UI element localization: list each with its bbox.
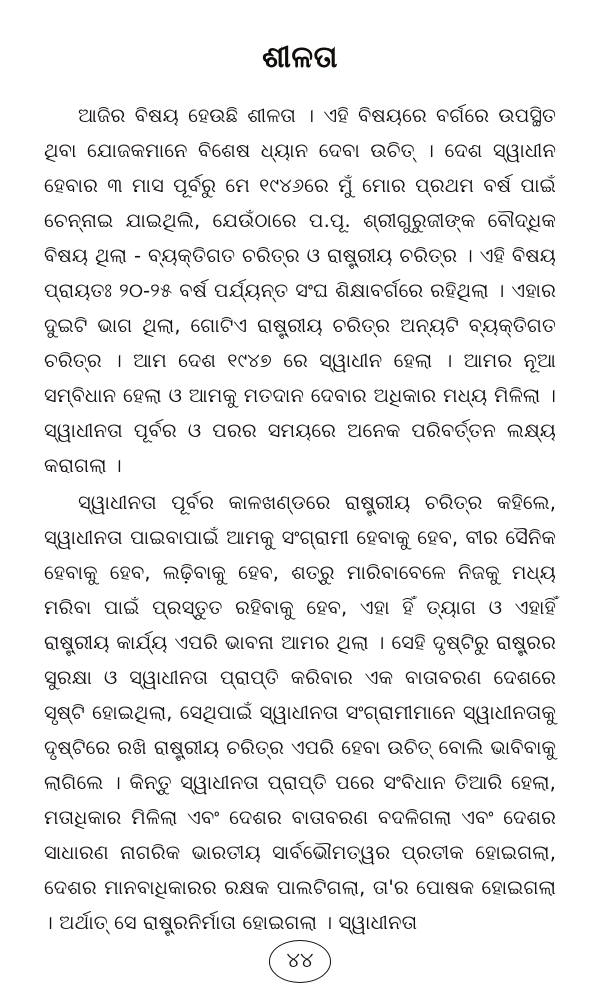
page-footer: [44, 940, 556, 991]
page-title: ଶୀଳତା: [262, 40, 338, 75]
paragraph: ସ୍ୱାଧୀନତା ପୂର୍ବର କାଳଖଣ୍ଡରେ ରାଷ୍ଟ୍ରୀୟ ଚରିତ୍ର କହିଲେ, ସ୍ୱାଧୀନତା ପାଇବାପାଇଁ ଆମକୁ ସଂଗ୍ରାମୀ ହେବାକୁ ହେବ, ବୀର ସୈନିକ ହେବାକୁ ହେବ, ଲଢ଼ିବାକୁ ହେବ, ଶତ୍ରୁ ମାରିବାବେଳେ ନିଜକୁ ମଧ୍ୟ ମରିବା ପାଇଁ ପ୍ରସ୍ତୁତ ରହିବାକୁ ହେବ, ଏହା ହିଁ ତ୍ୟାଗ ଓ ଏହାହିଁ ରାଷ୍ଟ୍ରୀୟ କାର୍ଯ୍ୟ ଏପରି ଭାବନା ଆମର ଥିଲା । ସେହି ଦୃଷ୍ଟିରୁ ରାଷ୍ଟ୍ରର ସୁରକ୍ଷା ଓ ସ୍ୱାଧୀନତା ପ୍ରାପ୍ତି କରିବାର ଏକ ବାତାବରଣ ଦେଶରେ ସୃଷ୍ଟି ହୋଇଥିଲା, ସେଥିପାଇଁ ସ୍ୱାଧୀନତା ସଂଗ୍ରାମୀମାନେ ସ୍ୱାଧୀନତାକୁ ଦୃଷ୍ଟିରେ ରଖି ରାଷ୍ଟ୍ରୀୟ ଚରିତ୍ର ଏପରି ହେବା ଉଚିତ୍ ବୋଲି ଭାବିବାକୁ ଲାଗିଲେ । କିନ୍ତୁ ସ୍ୱାଧୀନତା ପ୍ରାପ୍ତି ପରେ ସଂବିଧାନ ତିଆରି ହେଲା, ମତାଧିକାର ମିଳିଲା ଏବଂ ଦେଶର ବାତାବରଣ ବଦଳିଗଲା ଏବଂ ଦେଶର ସାଧାରଣ ନାଗରିକ ଭାରତୀୟ ସାର୍ବଭୌମତ୍ୱର ପ୍ରତୀକ ହୋଇଗଲା, ଦେଶର ମାନବାଧିକାରର ରକ୍ଷକ ପାଲଟିଗଲା, ତା'ର ପୋଷକ ହୋଇଗଲା । ଅର୍ଥାତ୍ ସେ ରାଷ୍ଟ୍ରନିର୍ମାତା ହୋଇଗଲା । ସ୍ୱାଧୀନତା: [44, 491, 556, 934]
body-text: [44, 98, 556, 940]
paragraph: ଆଜିର ବିଷୟ ହେଉଛି ଶୀଳତା । ଏହି ବିଷୟରେ ବର୍ଗରେ ଉପସ୍ଥିତ ଥିବା ଯୋଜକମାନେ ବିଶେଷ ଧ୍ୟାନ ଦେବା ଉଚିତ୍ । ଦେଶ ସ୍ୱାଧୀନ ହେବାର ୩ ମାସ ପୂର୍ବରୁ ମେ ୧୯୪୬ରେ ମୁଁ ମୋର ପ୍ରଥମ ବର୍ଷ ପାଇଁ ଚେନ୍ନାଇ ଯାଇଥିଲି, ଯେଉଁଠାରେ ପ.ପୂ. ଶ୍ରୀଗୁରୁଜୀଙ୍କ ବୌଦ୍ଧିକ ବିଷୟ ଥିଲା - ବ୍ୟକ୍ତିଗତ ଚରିତ୍ର ଓ ରାଷ୍ଟ୍ରୀୟ ଚରିତ୍ର । ଏହି ବିଷୟ ପ୍ରାୟତଃ ୨୦-୨୫ ବର୍ଷ ପର୍ଯ୍ୟନ୍ତ ସଂଘ ଶିକ୍ଷାବର୍ଗରେ ରହିଥିଲା । ଏହାର ଦୁଇଟି ଭାଗ ଥିଲା, ଗୋଟିଏ ରାଷ୍ଟ୍ରୀୟ ଚରିତ୍ର ଅନ୍ୟଟି ବ୍ୟକ୍ତିଗତ ଚରିତ୍ର । ଆମ ଦେଶ ୧୯୪୭ ରେ ସ୍ୱାଧୀନ ହେଲା । ଆମର ନୂଆ ସମ୍ବିଧାନ ହେଲା ଓ ଆମକୁ ମତଦାନ ଦେବାର ଅଧିକାର ମଧ୍ୟ ମିଳିଲା । ସ୍ୱାଧୀନତା ପୂର୍ବର ଓ ପରର ସମୟରେ ଅନେକ ପରିବର୍ତ୍ତନ ଲକ୍ଷ୍ୟ କରାଗଲା ।: [44, 104, 556, 477]
page-number: ୪୪: [269, 940, 332, 983]
